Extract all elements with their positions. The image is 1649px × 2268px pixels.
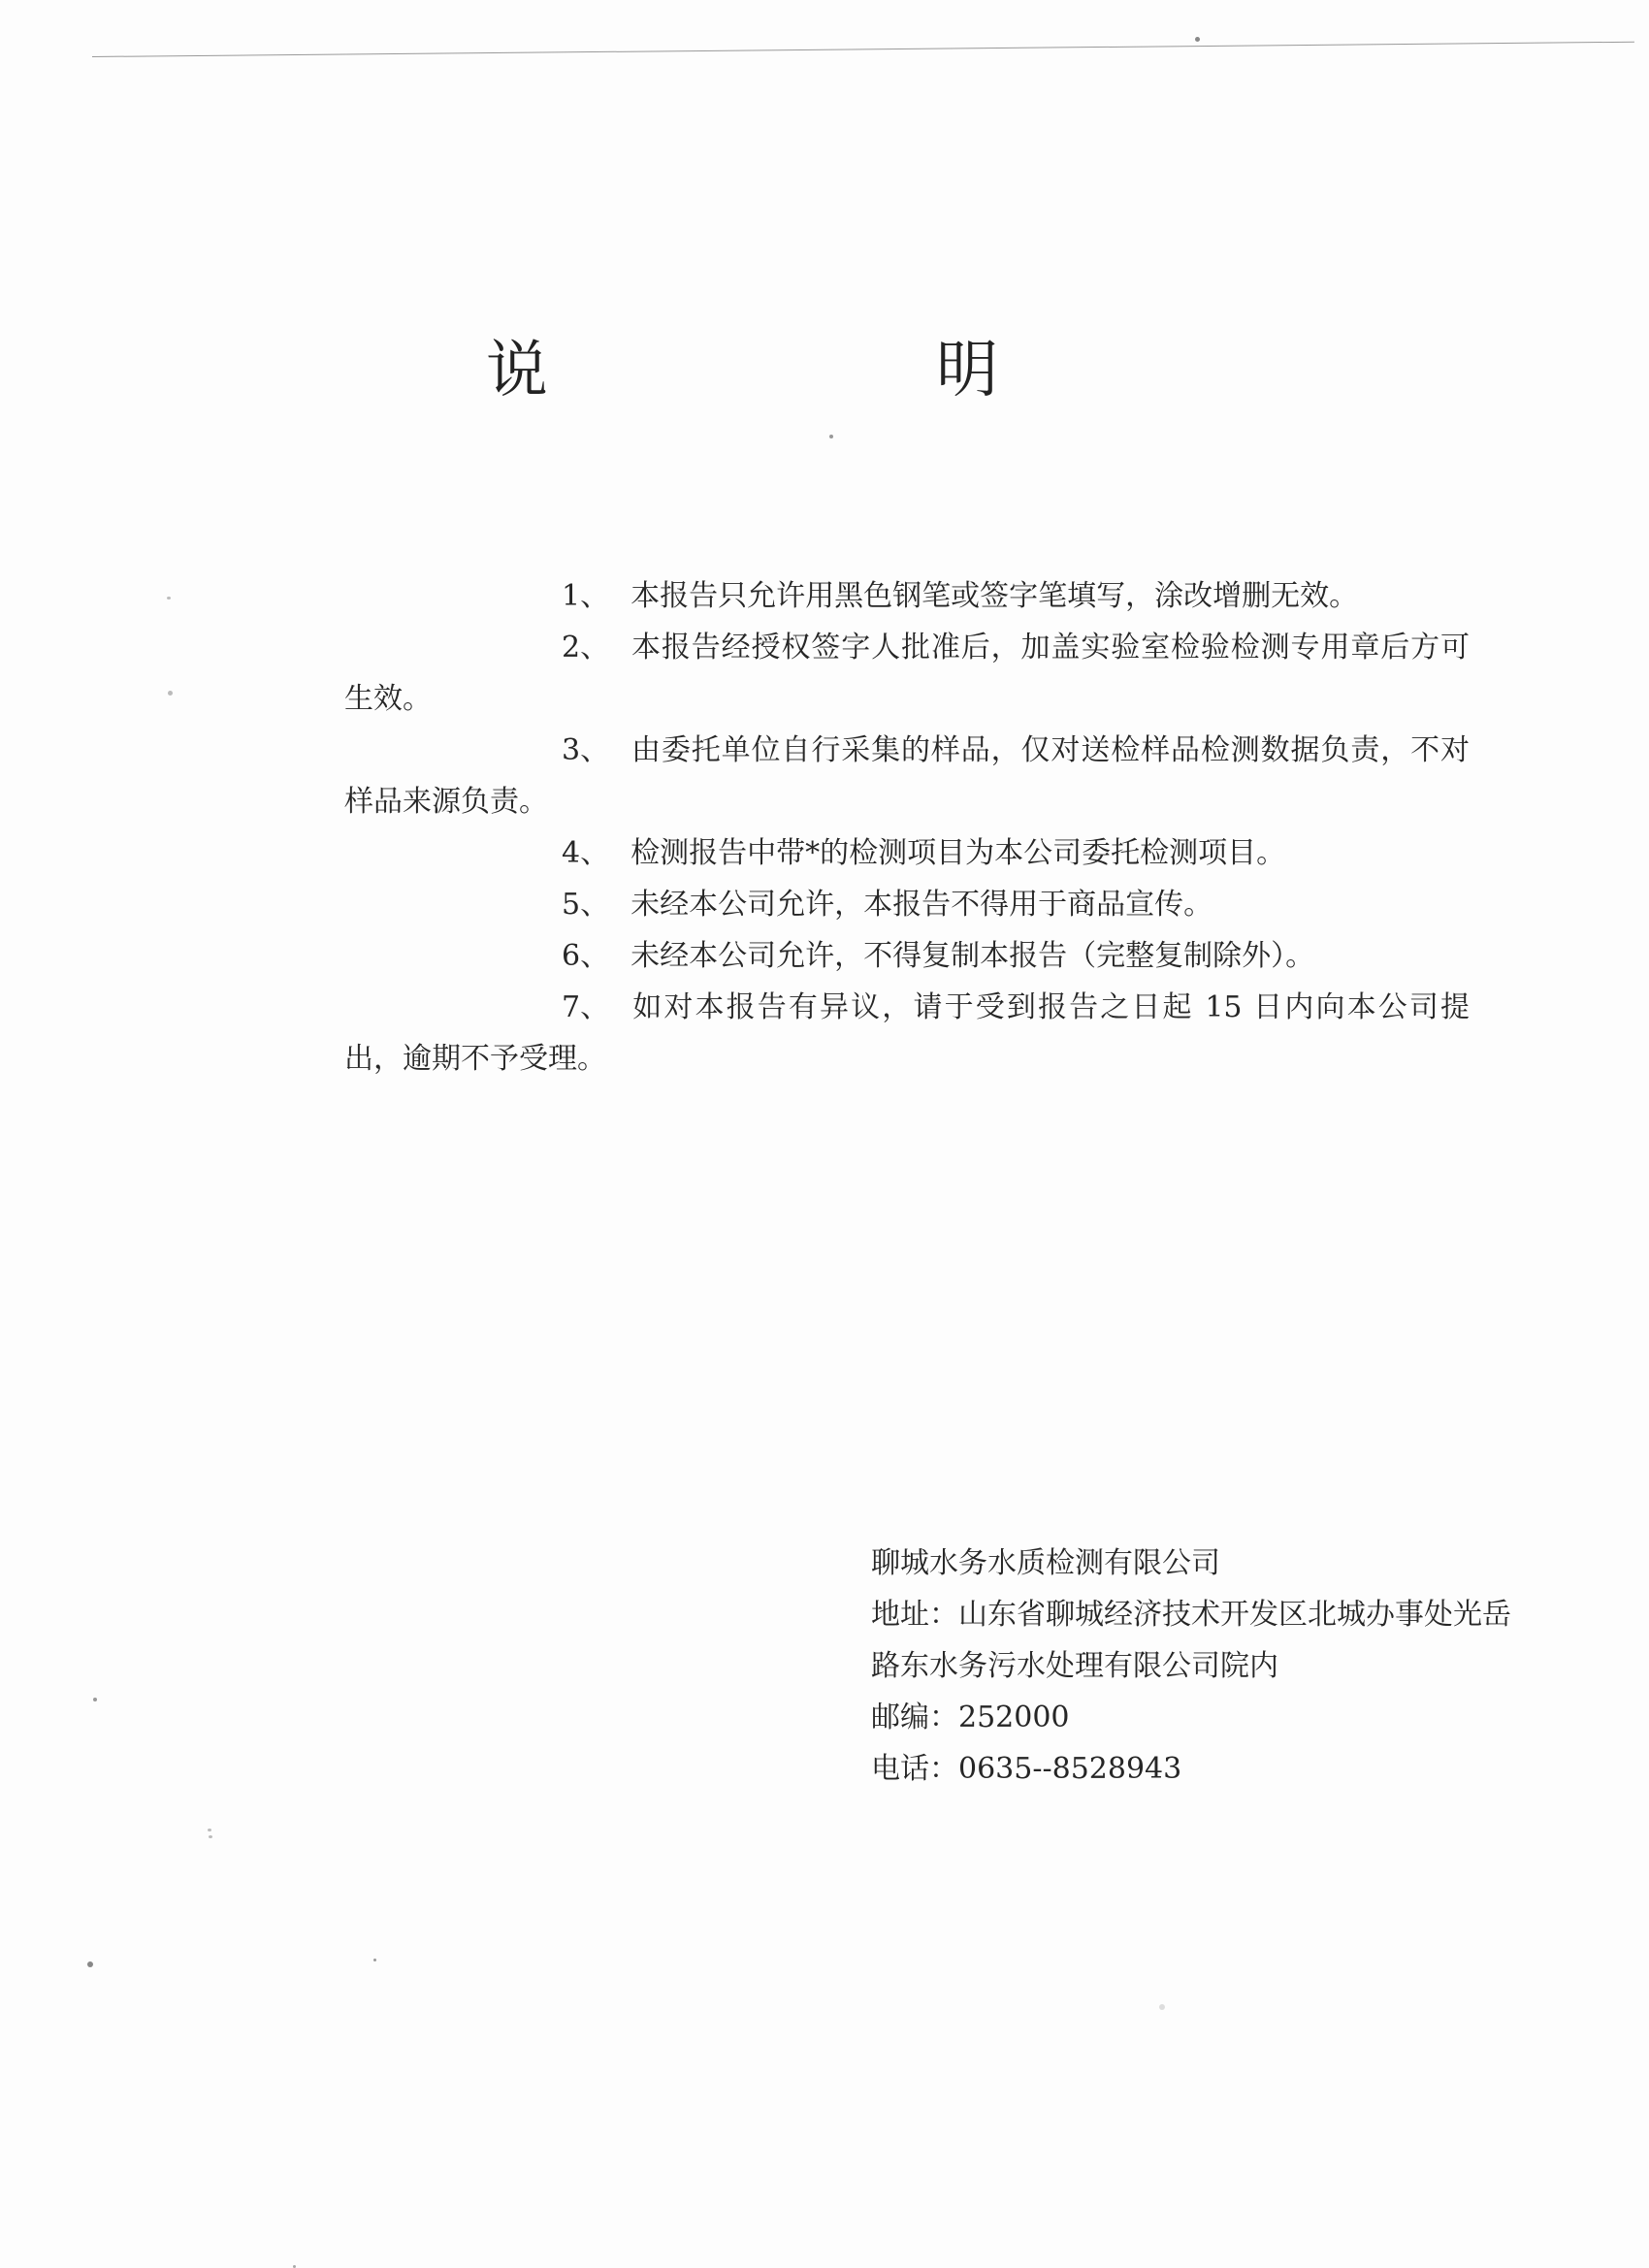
note-number: 3、 <box>562 733 610 767</box>
notes-list <box>344 570 1470 1085</box>
scan-speck <box>93 1698 97 1701</box>
scan-speck <box>1195 37 1200 42</box>
scan-speck <box>167 597 171 599</box>
scan-speck <box>87 1961 93 1967</box>
top-rule <box>92 42 1634 57</box>
company-name: 聊城水务水质检测有限公司 <box>871 1546 1220 1580</box>
note-text: 本报告只允许用黑色钢笔或签字笔填写，涂改增删无效。 <box>630 579 1359 613</box>
scan-speck <box>1159 2004 1165 2010</box>
company-info <box>871 1538 1511 1795</box>
note-text: 检测报告中带*的检测项目为本公司委托检测项目。 <box>630 836 1286 870</box>
note-text: 由委托单位自行采集的样品，仅对送检样品检测数据负责，不对样品来源负责。 <box>344 733 1470 819</box>
scan-speck <box>373 1959 376 1961</box>
note-number: 6、 <box>562 939 610 973</box>
scan-speck <box>829 435 833 438</box>
note-item <box>344 879 1470 930</box>
note-text: 本报告经授权签字人批准后，加盖实验室检验检测专用章后方可生效。 <box>344 631 1470 716</box>
note-number: 7、 <box>562 990 610 1024</box>
note-text: 如对本报告有异议，请于受到报告之日起 15 日内向本公司提出，逾期不予受理。 <box>344 990 1470 1076</box>
note-item <box>344 622 1470 725</box>
page-title: 说 明 <box>485 335 1183 406</box>
note-number: 1、 <box>562 579 610 613</box>
note-item <box>344 827 1470 879</box>
note-number: 2、 <box>562 631 610 664</box>
note-item <box>344 982 1470 1085</box>
scan-speck <box>209 1835 212 1838</box>
note-number: 5、 <box>562 888 610 922</box>
company-phone: 电话：0635--8528943 <box>871 1752 1182 1786</box>
company-postcode: 邮编：252000 <box>871 1701 1070 1734</box>
note-text: 未经本公司允许，本报告不得用于商品宣传。 <box>630 888 1213 922</box>
scan-speck <box>168 691 173 696</box>
note-item <box>344 930 1470 982</box>
scan-speck <box>208 1829 211 1831</box>
note-item <box>344 725 1470 827</box>
note-item <box>344 570 1470 622</box>
note-number: 4、 <box>562 836 610 870</box>
company-address: 地址：山东省聊城经济技术开发区北城办事处光岳路东水务污水处理有限公司院内 <box>871 1598 1511 1683</box>
note-text: 未经本公司允许，不得复制本报告（完整复制除外）。 <box>630 939 1315 973</box>
